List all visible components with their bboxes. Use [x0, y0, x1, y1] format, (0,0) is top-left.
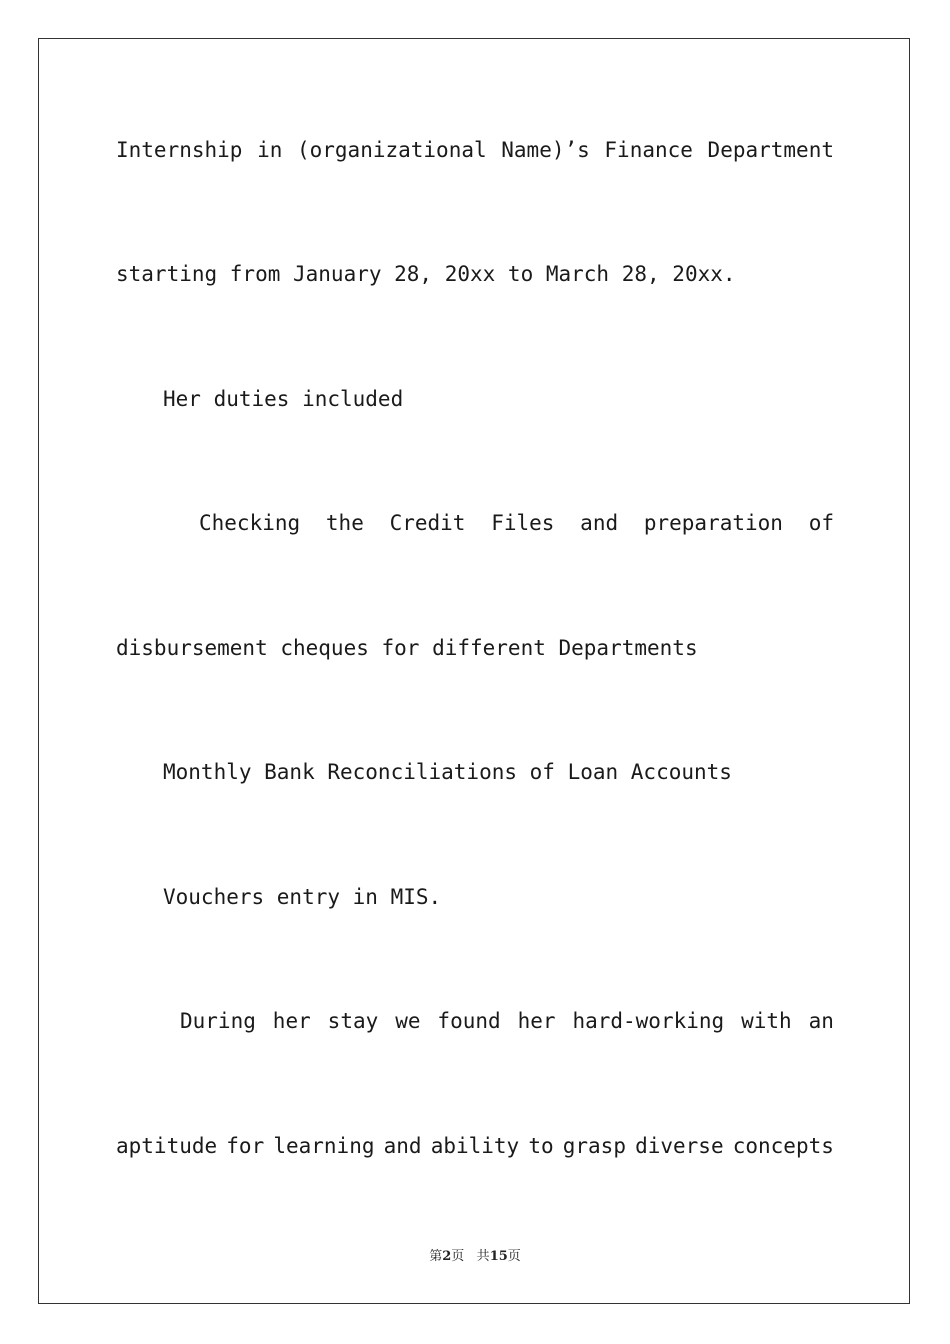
word: (organizational [296, 138, 487, 162]
word: Internship [116, 138, 243, 162]
paragraph-1-line-2: starting from January 28, 20xx to March 28, 20xx. [116, 262, 736, 286]
footer-prefix: 第 [429, 1249, 443, 1264]
word: with [741, 1009, 792, 1033]
word: concepts [732, 1134, 834, 1158]
paragraph-4: Monthly Bank Reconciliations of Loan Accounts [163, 760, 732, 784]
word: preparation [643, 511, 783, 535]
word: Department [707, 138, 834, 162]
word: in [257, 138, 283, 162]
word: learning [273, 1134, 375, 1158]
word: Name)’s [501, 138, 590, 162]
word: her [517, 1009, 556, 1033]
paragraph-3-line-1 [199, 510, 834, 536]
footer-total-prefix: 共 [476, 1249, 490, 1264]
total-page-count: 15 [489, 1249, 508, 1264]
word: stay [327, 1009, 379, 1033]
word: diverse [635, 1134, 724, 1158]
page-frame [38, 38, 910, 1304]
word: Files [491, 511, 555, 535]
paragraph-2: Her duties included [163, 387, 404, 411]
word: to [528, 1134, 554, 1158]
word: Checking [199, 511, 301, 535]
paragraph-1-line-1 [116, 137, 834, 163]
paragraph-3-line-2: disbursement cheques for different Departments [116, 636, 698, 660]
word: the [325, 511, 364, 535]
word: for [226, 1134, 265, 1158]
word: and [580, 511, 619, 535]
paragraph-6-line-2 [116, 1133, 834, 1159]
word: her [272, 1009, 311, 1033]
word: ability [430, 1134, 520, 1158]
word: Finance [604, 138, 693, 162]
word: aptitude [116, 1134, 218, 1158]
current-page-number: 2 [442, 1249, 452, 1264]
word: During [180, 1009, 256, 1033]
page-footer [0, 1248, 950, 1266]
footer-page-suffix: 页 [451, 1249, 465, 1264]
word: hard-working [572, 1009, 725, 1033]
word: found [437, 1009, 501, 1033]
word: grasp [562, 1134, 626, 1158]
word: an [808, 1009, 834, 1033]
paragraph-5: Vouchers entry in MIS. [163, 885, 442, 909]
word: and [383, 1134, 422, 1158]
paragraph-6-line-1 [180, 1008, 834, 1034]
footer-total-suffix: 页 [507, 1249, 521, 1264]
word: we [395, 1009, 421, 1033]
word: Credit [389, 511, 466, 535]
word: of [808, 511, 834, 535]
